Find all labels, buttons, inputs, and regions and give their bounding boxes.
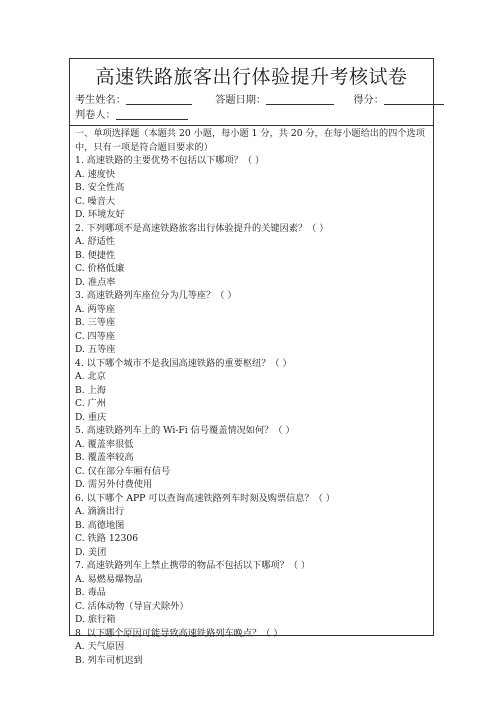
section-instructions: 一、单项选择题（本题共 20 小题，每小题 1 分，共 20 分，在每小题给出的四个选项中，只有一项是符合题目要求的） (75, 128, 425, 153)
answer-option[interactable]: D. 五等座 (75, 344, 116, 355)
answer-option[interactable]: D. 环境友好 (75, 209, 125, 220)
answer-option[interactable]: C. 四等座 (75, 330, 116, 342)
answer-option[interactable]: B. 覆盖率较高 (75, 452, 134, 463)
answer-option[interactable]: B. 便捷性 (75, 249, 116, 261)
answer-option[interactable]: C. 广州 (75, 398, 106, 409)
page-title: 高速铁路旅客出行体验提升考核试卷 (95, 66, 408, 88)
answer-option[interactable]: A. 覆盖率很低 (75, 438, 134, 450)
answer-option[interactable]: C. 仅在部分车厢有信号 (75, 465, 171, 477)
question-text: 4. 以下哪个城市不是我国高速铁路的重要枢纽？（ ） (75, 357, 292, 369)
answer-option[interactable]: B. 安全性高 (75, 182, 125, 193)
answer-option[interactable]: B. 三等座 (75, 317, 116, 328)
exam-sheet (69, 58, 434, 666)
question-text: 7. 高速铁路列车上禁止携带的物品不包括以下哪项？（ ） (75, 560, 311, 571)
answer-option[interactable]: D. 美团 (75, 546, 107, 558)
question-text: 6. 以下哪个 APP 可以查询高速铁路列车时刻及购票信息？（ ） (75, 492, 335, 504)
answer-option[interactable]: D. 准点率 (75, 276, 116, 288)
score-label: 得分： (353, 95, 384, 106)
grader-field[interactable] (116, 108, 188, 120)
answer-option[interactable]: A. 速度快 (75, 168, 116, 180)
name-label: 考生姓名： (75, 95, 126, 106)
answer-option[interactable]: D. 需另外付费使用 (75, 479, 153, 490)
question-text: 8. 以下哪个原因可能导致高速铁路列车晚点？（ ） (75, 627, 283, 639)
date-field[interactable] (266, 93, 334, 105)
question-text: 2. 下列哪项不是高速铁路旅客出行体验提升的关键因素？（ ） (75, 222, 329, 234)
question-text: 5. 高速铁路列车上的 Wi-Fi 信号覆盖情况如何？（ ） (75, 425, 295, 436)
answer-option[interactable]: C. 活体动物（导盲犬除外） (75, 600, 189, 612)
answer-option[interactable]: C. 价格低廉 (75, 263, 125, 274)
answer-option[interactable]: A. 滴滴出行 (75, 506, 125, 517)
question-list (70, 154, 433, 667)
answer-option[interactable]: A. 两等座 (75, 303, 116, 315)
answer-option[interactable]: A. 天气原因 (75, 641, 125, 652)
answer-option[interactable]: A. 舒适性 (75, 236, 116, 247)
answer-option[interactable]: D. 旅行箱 (75, 614, 116, 625)
answer-option[interactable]: B. 列车司机迟到 (75, 654, 143, 666)
grader-row (70, 108, 433, 123)
name-field[interactable] (126, 93, 192, 105)
answer-option[interactable]: B. 毒品 (75, 587, 106, 598)
score-field[interactable] (384, 93, 444, 105)
header-fields-row (70, 93, 433, 108)
answer-option[interactable]: C. 噪音大 (75, 195, 116, 207)
date-label: 答题日期： (215, 95, 267, 106)
answer-option[interactable]: A. 北京 (75, 371, 106, 382)
grader-label: 判卷人： (75, 110, 116, 121)
answer-option[interactable]: B. 上海 (75, 384, 106, 396)
question-text: 1. 高速铁路的主要优势不包括以下哪项？（ ） (75, 155, 265, 166)
answer-option[interactable]: D. 重庆 (75, 411, 107, 423)
answer-option[interactable]: B. 高德地图 (75, 519, 125, 531)
question-text: 3. 高速铁路列车座位分为几等座？（ ） (75, 290, 237, 301)
answer-option[interactable]: C. 铁路 12306 (75, 533, 139, 544)
answer-option[interactable]: A. 易燃易爆物品 (75, 573, 143, 585)
